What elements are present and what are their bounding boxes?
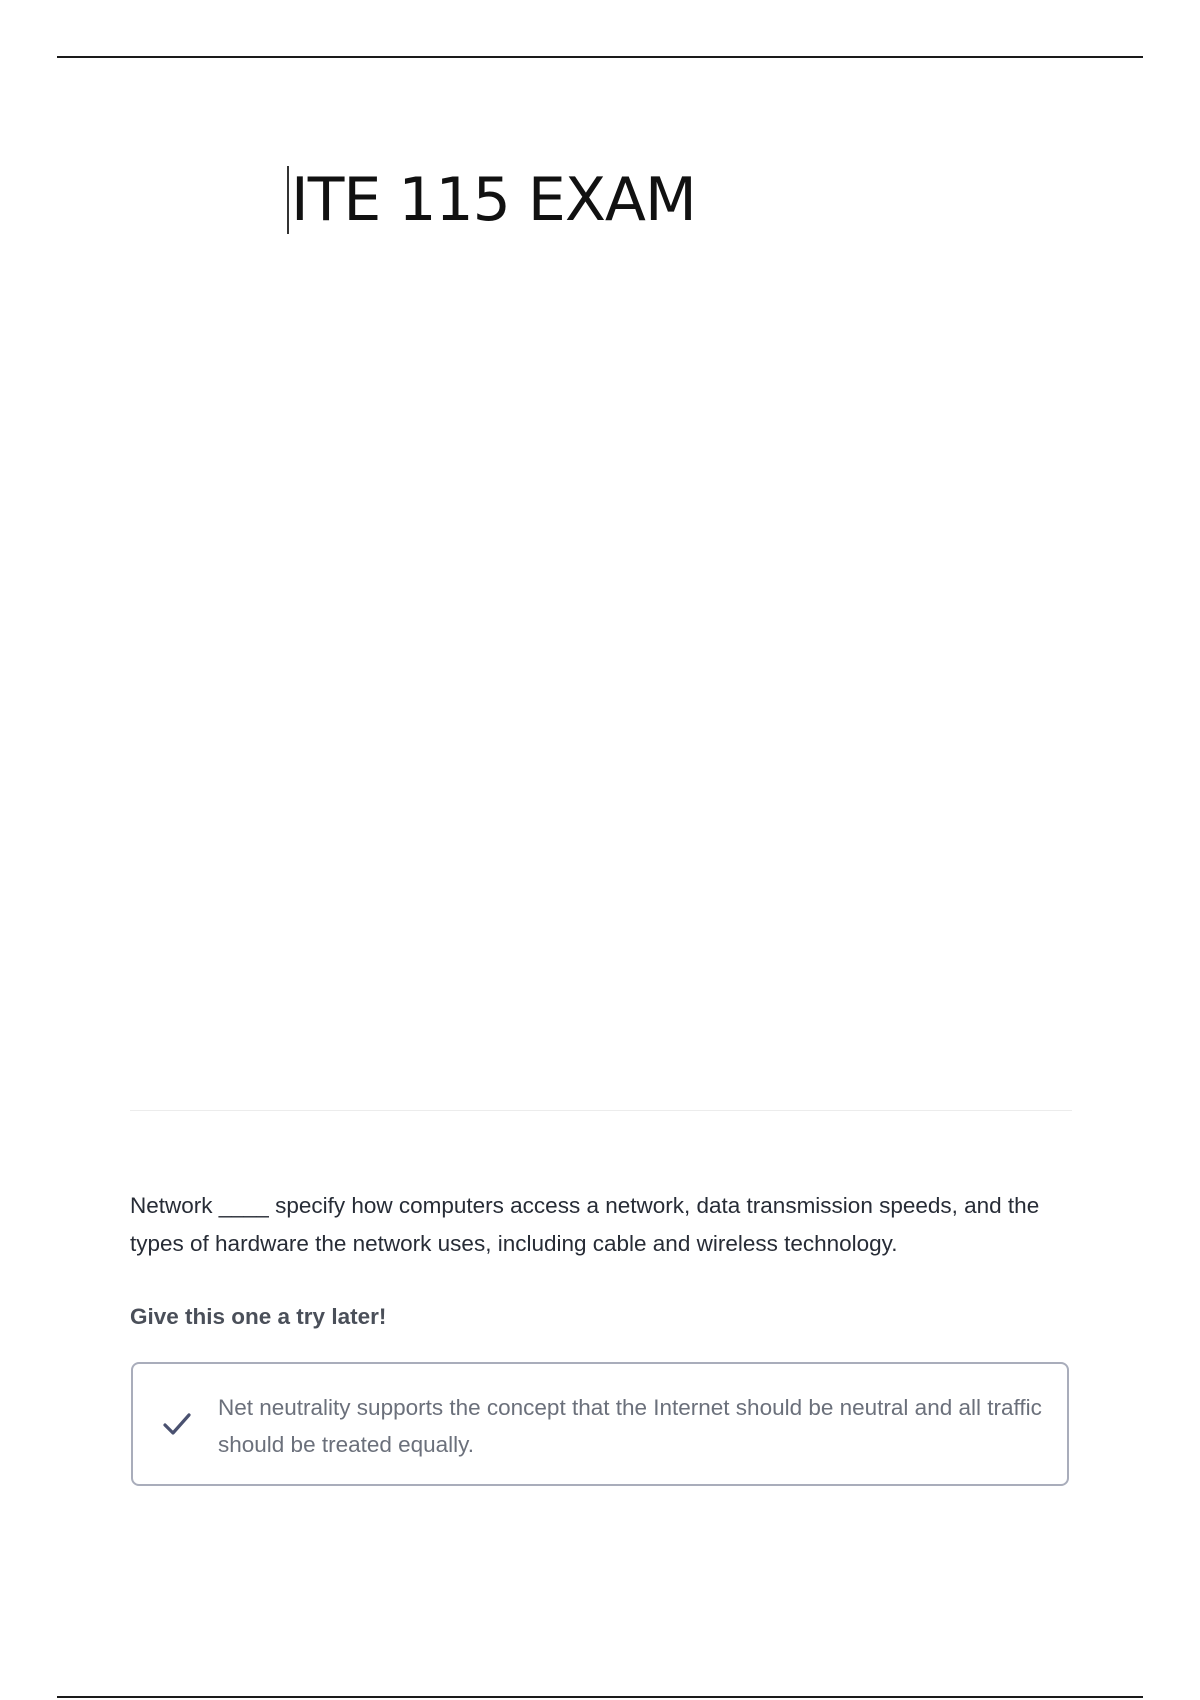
question-text: Network ____ specify how computers access a network, data transmission speeds, and the types of hardware the network uses, including cable and wireless technology. bbox=[130, 1193, 1040, 1256]
section-divider bbox=[130, 1110, 1072, 1111]
page-title: ITE 115 EXAM bbox=[291, 165, 696, 235]
text-cursor bbox=[287, 166, 289, 234]
bottom-rule bbox=[57, 1696, 1143, 1698]
answer-text: Net neutrality supports the concept that the Internet should be neutral and all traffic should be treated equally. bbox=[218, 1395, 1042, 1457]
title-block bbox=[287, 160, 696, 240]
top-rule bbox=[57, 56, 1143, 58]
hint-text: Give this one a try later! bbox=[130, 1304, 387, 1329]
answer-option[interactable] bbox=[131, 1362, 1069, 1486]
check-icon bbox=[159, 1406, 195, 1442]
